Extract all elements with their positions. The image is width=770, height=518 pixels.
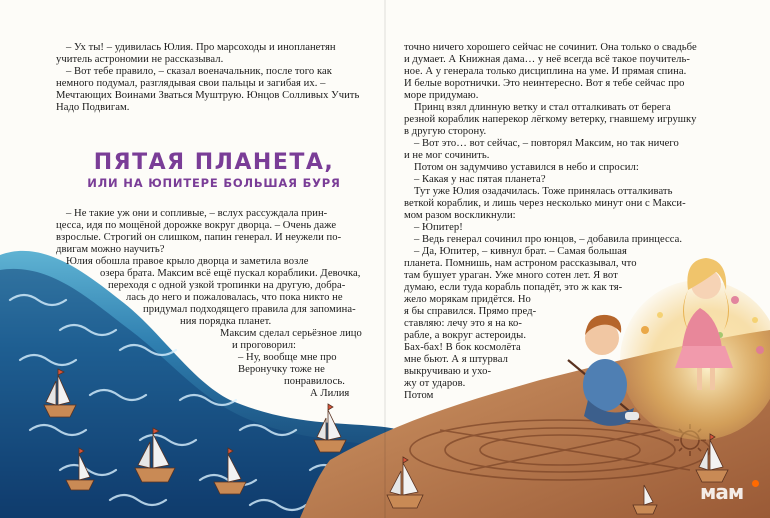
- text-line: в другую сторону.: [404, 126, 487, 137]
- text-line: – Вот тебе правило, – сказал военачальник, после того как: [66, 66, 332, 77]
- text-line: – Не такие уж они и сопливые, – вслух рассуждала прин-: [66, 208, 328, 219]
- text-line: точно ничего хорошего сейчас не сочинит. Она только о свадьбе: [404, 42, 697, 53]
- text-line: Потом он задумчиво уставился в небо и спросил:: [414, 162, 639, 173]
- text-line: там бушует ураган. Уже много сотен лет. Я вот: [404, 270, 618, 281]
- text-line: учитель астрономии не рассказывал.: [56, 54, 224, 65]
- text-line: – Ух ты! – удивилась Юлия. Про марсоходы и инопланетян: [66, 42, 336, 53]
- text-line: взрослые. Строгий он слишком, папин генерал. И неужели по-: [56, 232, 342, 243]
- text-line: Бах-бах! В бок космолёта: [404, 342, 521, 353]
- text-line: лась до него и пожаловалась, что пока никто не: [126, 292, 343, 303]
- text-line: – Вот это… вот сейчас, – повторял Максим, но так ничего: [414, 138, 679, 149]
- text-line: и думает. А Книжная дама… у неё всегда всё такое поучитель-: [404, 54, 690, 65]
- text-line: озера брата. Максим всё ещё пускал кораблики. Девочка,: [100, 268, 361, 279]
- text-line: Принц взял длинную ветку и стал отталкивать от берега: [414, 102, 671, 113]
- text-line: немного подумал, разглядывая свои пальцы и загибая их. –: [56, 78, 326, 89]
- text-line: жело морякам придётся. Но: [404, 294, 531, 305]
- text-line: И белые воротнички. Это неинтересно. Вот я тебе сейчас про: [404, 78, 685, 89]
- text-line: Веронучку тоже не: [238, 364, 325, 375]
- text-line: Тут уже Юлия озадачилась. Тоже принялась отталкивать: [414, 186, 673, 197]
- text-line: – Ну, вообще мне про: [238, 352, 337, 363]
- text-line: понравилось.: [284, 376, 345, 387]
- text-line: – Ведь генерал сочинил про юнцов, – добавила принцесса.: [414, 234, 683, 245]
- text-line: двигам можно научить?: [56, 244, 165, 255]
- text-line: море придумаю.: [404, 90, 479, 101]
- text-line: резной кораблик наперекор лёгкому ветерку, гнавшему игрушку: [404, 114, 697, 125]
- text-line: Надо Подвигам.: [56, 102, 130, 113]
- text-line: жу от ударов.: [404, 378, 466, 389]
- text-line: мом разом воскликнули:: [404, 210, 516, 221]
- text-line: Мечтающих Воинами Зваться Муштрую. Юнцов Солливых Учить: [56, 90, 360, 101]
- text-line: Юлия обошла правое крыло дворца и заметила возле: [66, 256, 309, 267]
- watermark-logo: мам: [700, 480, 744, 504]
- text-line: придумал подходящего правила для запомина-: [143, 304, 356, 315]
- text-line: мне бьют. А я штурвал: [404, 354, 508, 365]
- text-line: и не мог сочинить.: [404, 150, 490, 161]
- text-line: Максим сделал серьёзное лицо: [220, 328, 362, 339]
- text-line: цесса, идя по мощёной дорожке вокруг дворца. – Очень даже: [56, 220, 337, 231]
- text-line: рабле, а вокруг астероиды.: [404, 330, 527, 341]
- chapter-title: ПЯТАЯ ПЛАНЕТА,: [93, 150, 335, 175]
- text-line: ставляю: лечу это я на ко-: [404, 318, 522, 329]
- text-line: думаю, если туда корабль попадёт, это ж как тя-: [404, 282, 623, 293]
- watermark-dot-icon: [752, 480, 759, 487]
- text-line: я бы справился. Прямо пред-: [404, 306, 537, 317]
- text-line: – Да, Юпитер, – кивнул брат. – Самая большая: [414, 246, 627, 257]
- text-line: ное. А у генерала только дисциплина на уме. И прямая спина.: [404, 66, 687, 77]
- chapter-subtitle: ИЛИ НА ЮПИТЕРЕ БОЛЬШАЯ БУРЯ: [87, 176, 341, 190]
- text-line: ния порядка планет.: [180, 316, 272, 327]
- text-line: переходя с одной узкой тропинки на другую, добра-: [108, 280, 346, 291]
- text-line: А Лилия: [310, 388, 350, 399]
- text-line: планета. Помнишь, нам астроном рассказывал, что: [404, 258, 637, 269]
- text-line: Потом: [404, 390, 434, 401]
- page-gutter: [384, 0, 386, 518]
- text-line: выкручиваю и ухо-: [404, 366, 492, 377]
- text-line: и проговорил:: [232, 340, 297, 351]
- text-line: – Юпитер!: [414, 222, 463, 233]
- text-line: – Какая у нас пятая планета?: [414, 174, 546, 185]
- text-line: веткой кораблик, и лишь через несколько минут они с Макси-: [404, 198, 686, 209]
